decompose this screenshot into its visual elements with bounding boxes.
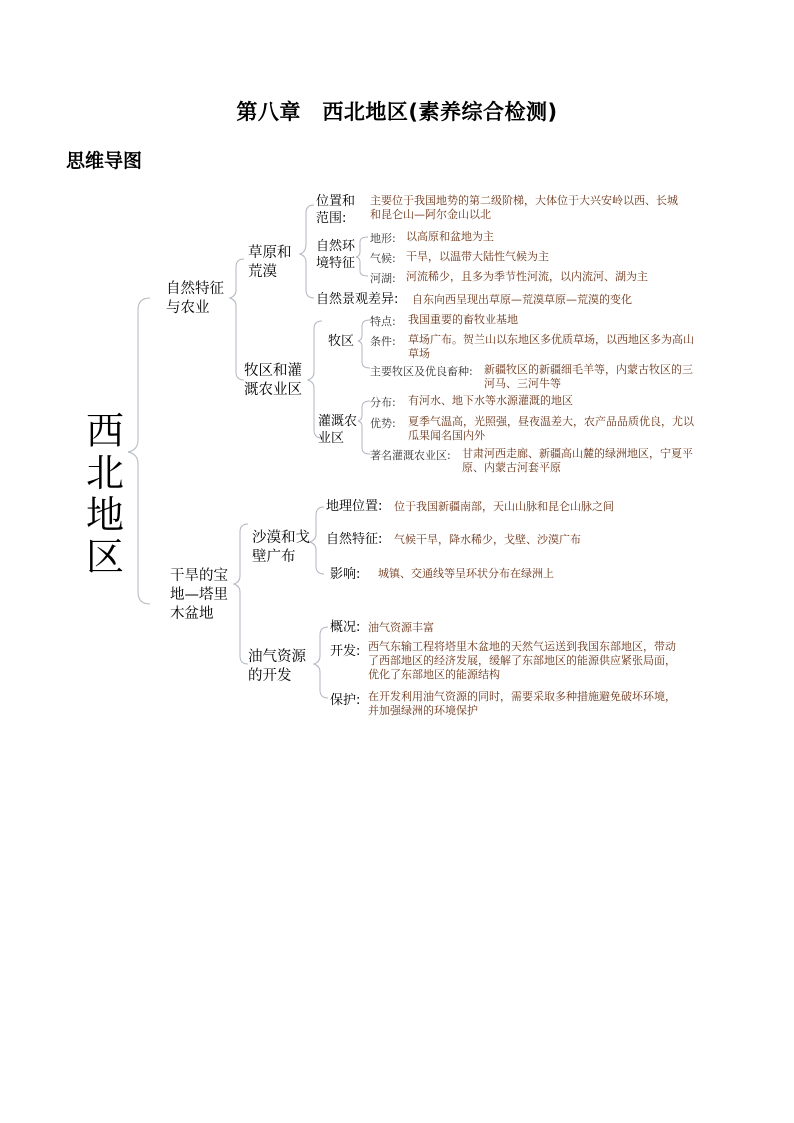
node-oil-gas-development: 油气资源的开发 (248, 649, 306, 684)
text-irrigation-advantage: 夏季气温高，光照强，昼夜温差大，农产品品质优良，尤以瓜果闻名国内外 (408, 415, 694, 442)
label-terrain: 地形: (370, 232, 396, 245)
mindmap-root: 西北地区 (85, 409, 124, 579)
label-natural-feature: 自然特征: (326, 532, 383, 547)
text-overview: 油气资源丰富 (368, 621, 434, 634)
node-desert-gobi: 沙漠和戈壁广布 (252, 530, 310, 565)
text-geo-location: 位于我国新疆南部，天山山脉和昆仑山脉之间 (394, 500, 614, 513)
label-influence: 影响: (330, 567, 361, 582)
text-famous-irrigation: 甘肃河西走廊、新疆高山麓的绿洲地区，宁夏平原、内蒙古河套平原 (462, 447, 693, 474)
label-pasture-feature: 特点: (370, 315, 396, 328)
label-pasture-area: 牧区 (328, 334, 355, 349)
text-influence: 城镇、交通线等呈环状分布在绿洲上 (378, 567, 554, 580)
branch-natural-agriculture: 自然特征与农业 (166, 281, 224, 316)
label-irrigation-advantage: 优势: (370, 417, 396, 430)
text-pasture-feature: 我国重要的畜牧业基地 (408, 313, 518, 326)
text-protection: 在开发利用油气资源的同时，需要采取多种措施避免破坏环境，并加强绿洲的环境保护 (368, 690, 676, 717)
label-position-range: 位置和范围: (316, 194, 356, 226)
label-overview: 概况: (330, 620, 361, 635)
text-climate: 干旱，以温带大陆性气候为主 (406, 250, 549, 263)
text-landscape-difference: 自东向西呈现出草原—荒漠草原—荒漠的变化 (412, 293, 632, 306)
text-position-range: 主要位于我国地势的第二级阶梯，大体位于大兴安岭以西、长城和昆仑山—阿尔金山以北 (370, 194, 678, 221)
label-famous-irrigation: 著名灌溉农业区: (370, 449, 451, 462)
node-grassland-desert: 草原和荒漠 (248, 245, 292, 280)
node-pasture-irrigation: 牧区和灌溉农业区 (244, 363, 302, 398)
label-main-pasture: 主要牧区及优良畜种: (370, 365, 473, 378)
label-pasture-condition: 条件: (370, 335, 396, 348)
label-development: 开发: (330, 644, 361, 659)
text-pasture-condition: 草场广布。贺兰山以东地区多优质草场，以西地区多为高山草场 (408, 333, 694, 360)
label-climate: 气候: (370, 252, 396, 265)
section-heading: 思维导图 (66, 150, 143, 172)
label-irrigation-area: 灌溉农业区 (318, 414, 358, 446)
label-rivers-lakes: 河湖: (370, 272, 396, 285)
label-protection: 保护: (330, 693, 361, 708)
text-irrigation-distribution: 有河水、地下水等水源灌溉的地区 (408, 394, 573, 407)
text-natural-feature: 气候干旱，降水稀少，戈壁、沙漠广布 (394, 533, 581, 546)
label-landscape-difference: 自然景观差异: (316, 292, 399, 307)
label-geo-location: 地理位置: (326, 499, 383, 514)
text-rivers-lakes: 河流稀少，且多为季节性河流，以内流河、湖为主 (406, 270, 648, 283)
label-natural-environment: 自然环境特征 (316, 239, 356, 271)
text-development: 西气东输工程将塔里木盆地的天然气运送到我国东部地区，带动了西部地区的经济发展，缓解了东部地区的能源供应紧张局面，优化了东部地区的能源结构 (368, 640, 676, 681)
chapter-title: 第八章 西北地区(素养综合检测) (236, 100, 558, 124)
text-main-pasture: 新疆牧区的新疆细毛羊等，内蒙古牧区的三河马、三河牛等 (484, 363, 693, 390)
branch-tarim-basin: 干旱的宝地—塔里木盆地 (170, 568, 228, 622)
text-terrain: 以高原和盆地为主 (406, 230, 494, 243)
label-irrigation-distribution: 分布: (370, 396, 396, 409)
